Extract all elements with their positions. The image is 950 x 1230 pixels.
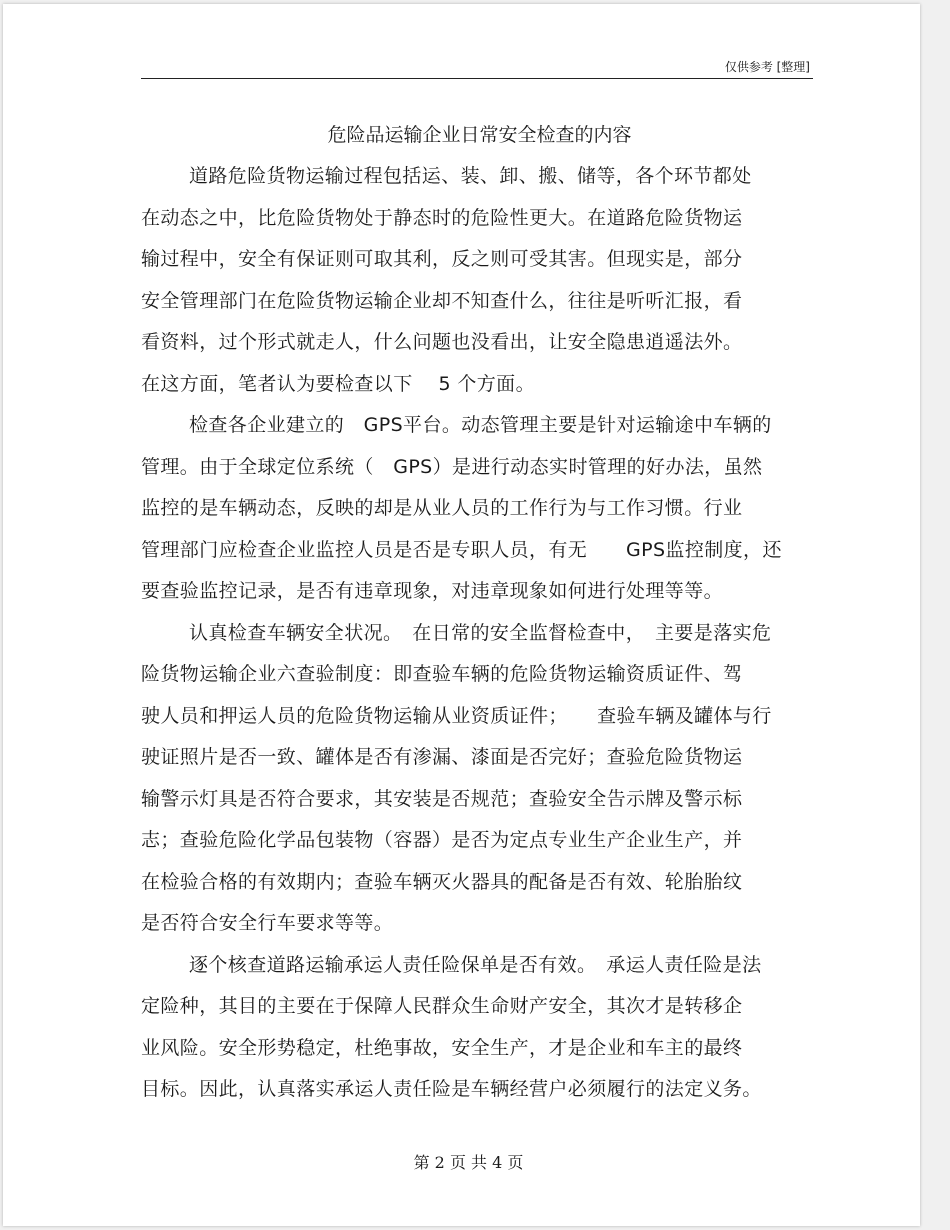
text-line: 险货物运输企业六查验制度：即查验车辆的危险货物运输资质证件、驾	[141, 663, 743, 685]
text-line: 在检验合格的有效期内；查验车辆灭火器具的配备是否有效、轮胎胎纹	[141, 870, 743, 893]
header-rule	[141, 78, 813, 79]
text-line: 安全管理部门在危险货物运输企业却不知查什么，往往是听听汇报，看	[141, 289, 743, 312]
text-line: 逐个核查道路运输承运人责任险保单是否有效。 承运人责任险是法	[189, 953, 762, 976]
body-text	[141, 156, 821, 1111]
text-line: 输过程中，安全有保证则可取其利，反之则可受其害。但现实是，部分	[141, 248, 743, 270]
text-line: 业风险。安全形势稳定，杜绝事故，安全生产，才是企业和车主的最终	[141, 1036, 743, 1059]
text-line: 驶证照片是否一致、罐体是否有渗漏、漆面是否完好；查验危险货物运	[141, 746, 743, 768]
text-line: 驶人员和押运人员的危险货物运输从业资质证件； 查验车辆及罐体与行	[141, 704, 772, 727]
text-line: 监控的是车辆动态，反映的却是从业人员的工作行为与工作习惯。行业	[141, 497, 743, 519]
text-line: 输警示灯具是否符合要求，其安装是否规范；查验安全告示牌及警示标	[141, 787, 743, 810]
text-line: 志；查验危险化学品包装物（容器）是否为定点专业生产企业生产，并	[141, 829, 743, 851]
page-footer: 第 2 页 共 4 页	[413, 1153, 524, 1172]
text-line: 看资料，过个形式就走人，什么问题也没看出，让安全隐患逍遥法外。	[141, 331, 743, 353]
text-line: 管理部门应检查企业监控人员是否是专职人员，有无 GPS监控制度，还	[141, 538, 782, 561]
text-line: 认真检查车辆安全状况。 在日常的安全监督检查中， 主要是落实危	[189, 621, 772, 644]
document-title: 危险品运输企业日常安全检查的内容	[327, 124, 632, 146]
text-line: 在这方面，笔者认为要检查以下 5 个方面。	[141, 372, 535, 395]
text-line: 道路危险货物运输过程包括运、装、卸、搬、储等，各个环节都处	[189, 165, 752, 187]
document-page	[3, 4, 920, 1226]
text-line: 检查各企业建立的 GPS平台。动态管理主要是针对运输途中车辆的	[189, 414, 772, 436]
text-line: 是否符合安全行车要求等等。	[141, 912, 394, 934]
text-line: 在动态之中，比危险货物处于静态时的危险性更大。在道路危险货物运	[141, 206, 743, 229]
text-line: 管理。由于全球定位系统（ GPS）是进行动态实时管理的好办法，虽然	[141, 455, 763, 478]
page-header-text: 仅供参考 [整理]	[724, 60, 810, 74]
text-line: 要查验监控记录，是否有违章现象，对违章现象如何进行处理等等。	[141, 580, 724, 602]
text-line: 目标。因此，认真落实承运人责任险是车辆经营户必须履行的法定义务。	[141, 1078, 762, 1100]
text-line: 定险种，其目的主要在于保障人民群众生命财产安全，其次才是转移企	[141, 995, 743, 1017]
